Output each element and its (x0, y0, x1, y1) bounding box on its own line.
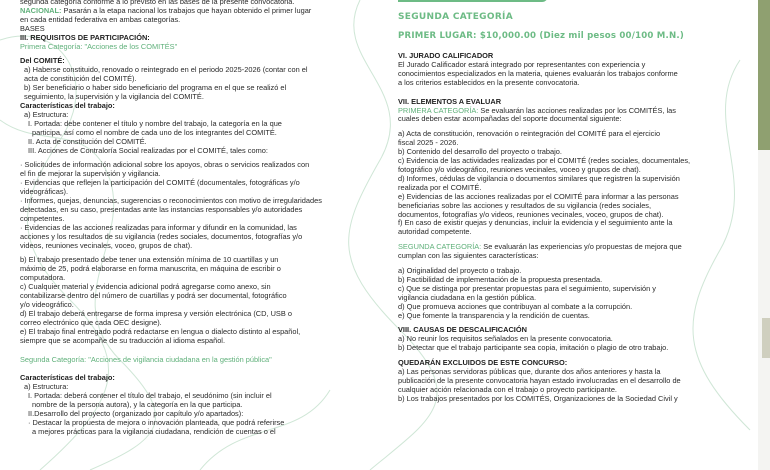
category-heading: Segunda Categoría: "Acciones de vigilancia ciudadana en la gestión pública" (20, 354, 272, 364)
text-line: c) Evidencia de las actividades realizadas por el COMITÉ (redes sociales, documentales, (398, 156, 691, 166)
text-line: I. Portada: debe contener el título y nombre del trabajo, la categoría en la que (28, 118, 282, 128)
category-heading: Primera Categoría: "Acciones de los COMITÉS" (20, 41, 178, 51)
segunda-categoria-label: SEGUNDA CATEGORÍA: (398, 242, 482, 252)
text-line: detectadas, en su caso, presentadas ante las instancias responsables y/o autoridades (20, 204, 303, 214)
text-line: acciones y los resultados de su vigilancia (redes sociales, documentos, fotografías y/o (20, 231, 303, 241)
banner-category: SEGUNDA CATEGORÍA (398, 12, 513, 22)
text-line: · Informes, quejas, denuncias, sugerencias o reconocimientos con motivo de irregularidades (20, 196, 322, 206)
text-line: · Destacar la propuesta de mejora o innovación planteada, que podrá referirse (28, 417, 285, 427)
bases-heading: BASES (20, 23, 45, 33)
text-line: a) Originalidad del proyecto o trabajo. (398, 266, 522, 276)
text-line: autoridad competente. (398, 227, 472, 237)
text-line: I. Portada: deberá contener el título del trabajo, el seudónimo (sin incluir el (28, 391, 272, 401)
text-line: e) El trabajo final entregado podrá redactarse en lengua o dialecto distinto al español, (20, 326, 301, 336)
edge-tab (762, 318, 770, 358)
subheading: Características del trabajo: (20, 373, 115, 383)
text-line: y/o videográfico. (20, 300, 74, 309)
text-line: conocimientos especializados en la materia, quienes evaluarán los trabajos conforme (398, 68, 678, 78)
text-line: a) Estructura: (24, 382, 69, 392)
text-line: videos, reuniones vecinales, voceo, grupos de chat). (20, 240, 193, 250)
text-line: correo electrónico que cada OEC designe). (20, 317, 162, 327)
text-line: videográficas). (20, 187, 69, 197)
text-line: d) Informes, cédulas de vigilancia o documentos similares que registren la supervisión (398, 173, 680, 183)
text-line: el fin de mejorar la supervisión y vigilancia. (20, 169, 161, 179)
text-line: · Evidencias de las acciones realizadas para informar y difundir en la comunidad, las (20, 222, 297, 232)
subheading: Características del trabajo: (20, 100, 115, 110)
text-line: participa, así como el nombre de cada uno de los integrantes del COMITÉ. (32, 127, 277, 137)
text-line: b) Contenido del desarrollo del proyecto o trabajo. (398, 147, 562, 157)
text-span: Se evaluarán las experiencias y/o propuestas de mejora que (481, 242, 682, 252)
text-line: vigilancia ciudadana en la gestión pública. (398, 292, 537, 302)
right-column (398, 52, 750, 404)
text-line: nombre de la persona autora), y la categoría en la que participa. (32, 400, 243, 410)
text-line: a) Acta de constitución, renovación o reintegración del COMITÉ para el ejercicio (398, 129, 661, 139)
text-line: e) Que fomente la transparencia y la rendición de cuentas. (398, 310, 590, 320)
text-line: e) Evidencias de las acciones realizadas por el COMITÉ para informar a las personas (398, 191, 679, 201)
text-line: d) Que promueva acciones que contribuyan al combate a la corrupción. (398, 301, 633, 311)
text-line: III. Acciones de Contraloría Social realizadas por el COMITÉ, tales como: (28, 145, 268, 155)
text-line: publicación de la presente convocatoria hayan estado involucradas en el desarrollo de (398, 376, 681, 385)
section-heading: QUEDARÁN EXCLUIDOS DE ESTE CONCURSO: (398, 358, 568, 368)
page-edge (758, 0, 770, 470)
text-line: cumplan con las siguientes características: (398, 251, 539, 261)
banner-prize: PRIMER LUGAR: $10,000.00 (Diez mil pesos 00/100 M.N.) (398, 31, 685, 41)
text-line: acta de constitución del COMITÉ). (24, 74, 137, 84)
text-line: a) No reunir los requisitos señalados en la presente convocatoria. (398, 334, 613, 344)
text-line: computadora. (20, 273, 66, 283)
text-line: cualquier acción relacionada con el trabajo o proyecto participante. (398, 384, 617, 394)
text-line: a) Las personas servidoras públicas que, durante dos años anteriores y hasta la (398, 367, 661, 377)
left-column (20, 0, 378, 437)
text-line: contabilizarse dentro del número de cuartillas y podrá ser documental, fotográfico (20, 291, 287, 301)
banner-top-bar (398, 0, 548, 2)
text-line: b) El trabajo presentado debe tener una extensión mínima de 10 cuartillas y un (20, 255, 279, 265)
text-line: máximo de 25, podrá elaborarse en forma manuscrita, en máquina de escribir o (20, 264, 281, 274)
text-line: b) Detectar que el trabajo participante sea copia, imitación o plagio de otro trabajo. (398, 343, 669, 353)
text-line: beneficiarias sobre las acciones y resultados de su vigilancia (redes sociales, (398, 200, 652, 210)
text-line: b) Ser beneficiario o haber sido beneficiario del programa en el que se realizó el (24, 83, 287, 93)
text-span: Se evaluarán las acciones realizadas por los COMITÉS, las (478, 105, 676, 115)
section-heading: VI. JURADO CALIFICADOR (398, 51, 494, 60)
section-heading: III. REQUISITOS DE PARTICIPACIÓN: (20, 32, 150, 42)
text-line: fotográfico y/o videográfico, reuniones vecinales, voceo y grupos de chat). (398, 164, 641, 174)
text-line: competentes. (20, 213, 65, 223)
text-line: II. Acta de constitución del COMITÉ. (28, 136, 147, 146)
text-line: cuales deben estar acompañadas del soporte documental siguiente: (398, 114, 622, 124)
text-line: a mejores prácticas para la vigilancia ciudadana, rendición de cuentas o el (32, 426, 276, 436)
text-line: · Solicitudes de información adicional sobre los apoyos, obras o servicios realizados con (20, 160, 310, 170)
text-line: a) Haberse constituido, renovado o reintegrado en el periodo 2025-2026 (contar con el (24, 65, 308, 75)
text-line: siempre que se acompañe de su traducción al idioma español. (20, 335, 226, 345)
text-line: a) Estructura: (24, 109, 69, 119)
section-heading: VII. ELEMENTOS A EVALUAR (398, 96, 502, 106)
text-span: Pasarán a la etapa nacional los trabajos que hayan obtenido el primer lugar (61, 5, 312, 15)
text-line: b) Los trabajos presentados por los COMITÉS, Organizaciones de la Sociedad Civil y (398, 393, 678, 403)
edge-color-bar (758, 0, 770, 150)
text-line: II.Desarrollo del proyecto (organizado por capítulo y/o apartados): (28, 409, 244, 419)
text-line: c) Que se distinga por presentar propuestas para el seguimiento, supervisión y (398, 283, 656, 293)
text-line: segunda categoría conforme a lo previsto en las bases de la presente convocatoria. (20, 0, 295, 6)
text-line: d) El trabajo deberá entregarse de forma impresa y versión electrónica (CD, USB o (20, 308, 292, 318)
subheading: Del COMITÉ: (20, 56, 65, 66)
text-line: fiscal 2025 - 2026. (398, 138, 459, 148)
prize-banner (398, 0, 756, 46)
nacional-label: NACIONAL: (20, 5, 62, 15)
text-line: a los criterios establecidos en la presente convocatoria. (398, 77, 580, 87)
text-line: en cada entidad federativa en ambas categorías. (20, 14, 181, 24)
section-heading: VIII. CAUSAS DE DESCALIFICACIÓN (398, 325, 527, 335)
text-line: seguimiento, la supervisión y la vigilancia del COMITÉ. (24, 92, 204, 102)
text-line: El Jurado Calificador estará integrado por representantes con experiencia y (398, 59, 646, 69)
primera-categoria-label: PRIMERA CATEGORÍA: (398, 105, 479, 115)
text-line: f) En caso de existir quejas y denuncias, incluir la evidencia y el seguimiento ante la (398, 218, 673, 228)
text-line: b) Factibilidad de implementación de la propuesta presentada. (398, 274, 603, 284)
text-line: documentos, fotografías y/o videos, reuniones vecinales, voceo, grupos de chat). (398, 209, 664, 219)
text-line: · Evidencias que reflejen la participación del COMITÉ (documentales, fotográficas y/o (20, 178, 300, 188)
text-line: c) Cualquier material y evidencia adicional podrá agregarse como anexo, sin (20, 282, 271, 292)
text-line: realizada por el COMITÉ. (398, 182, 482, 192)
